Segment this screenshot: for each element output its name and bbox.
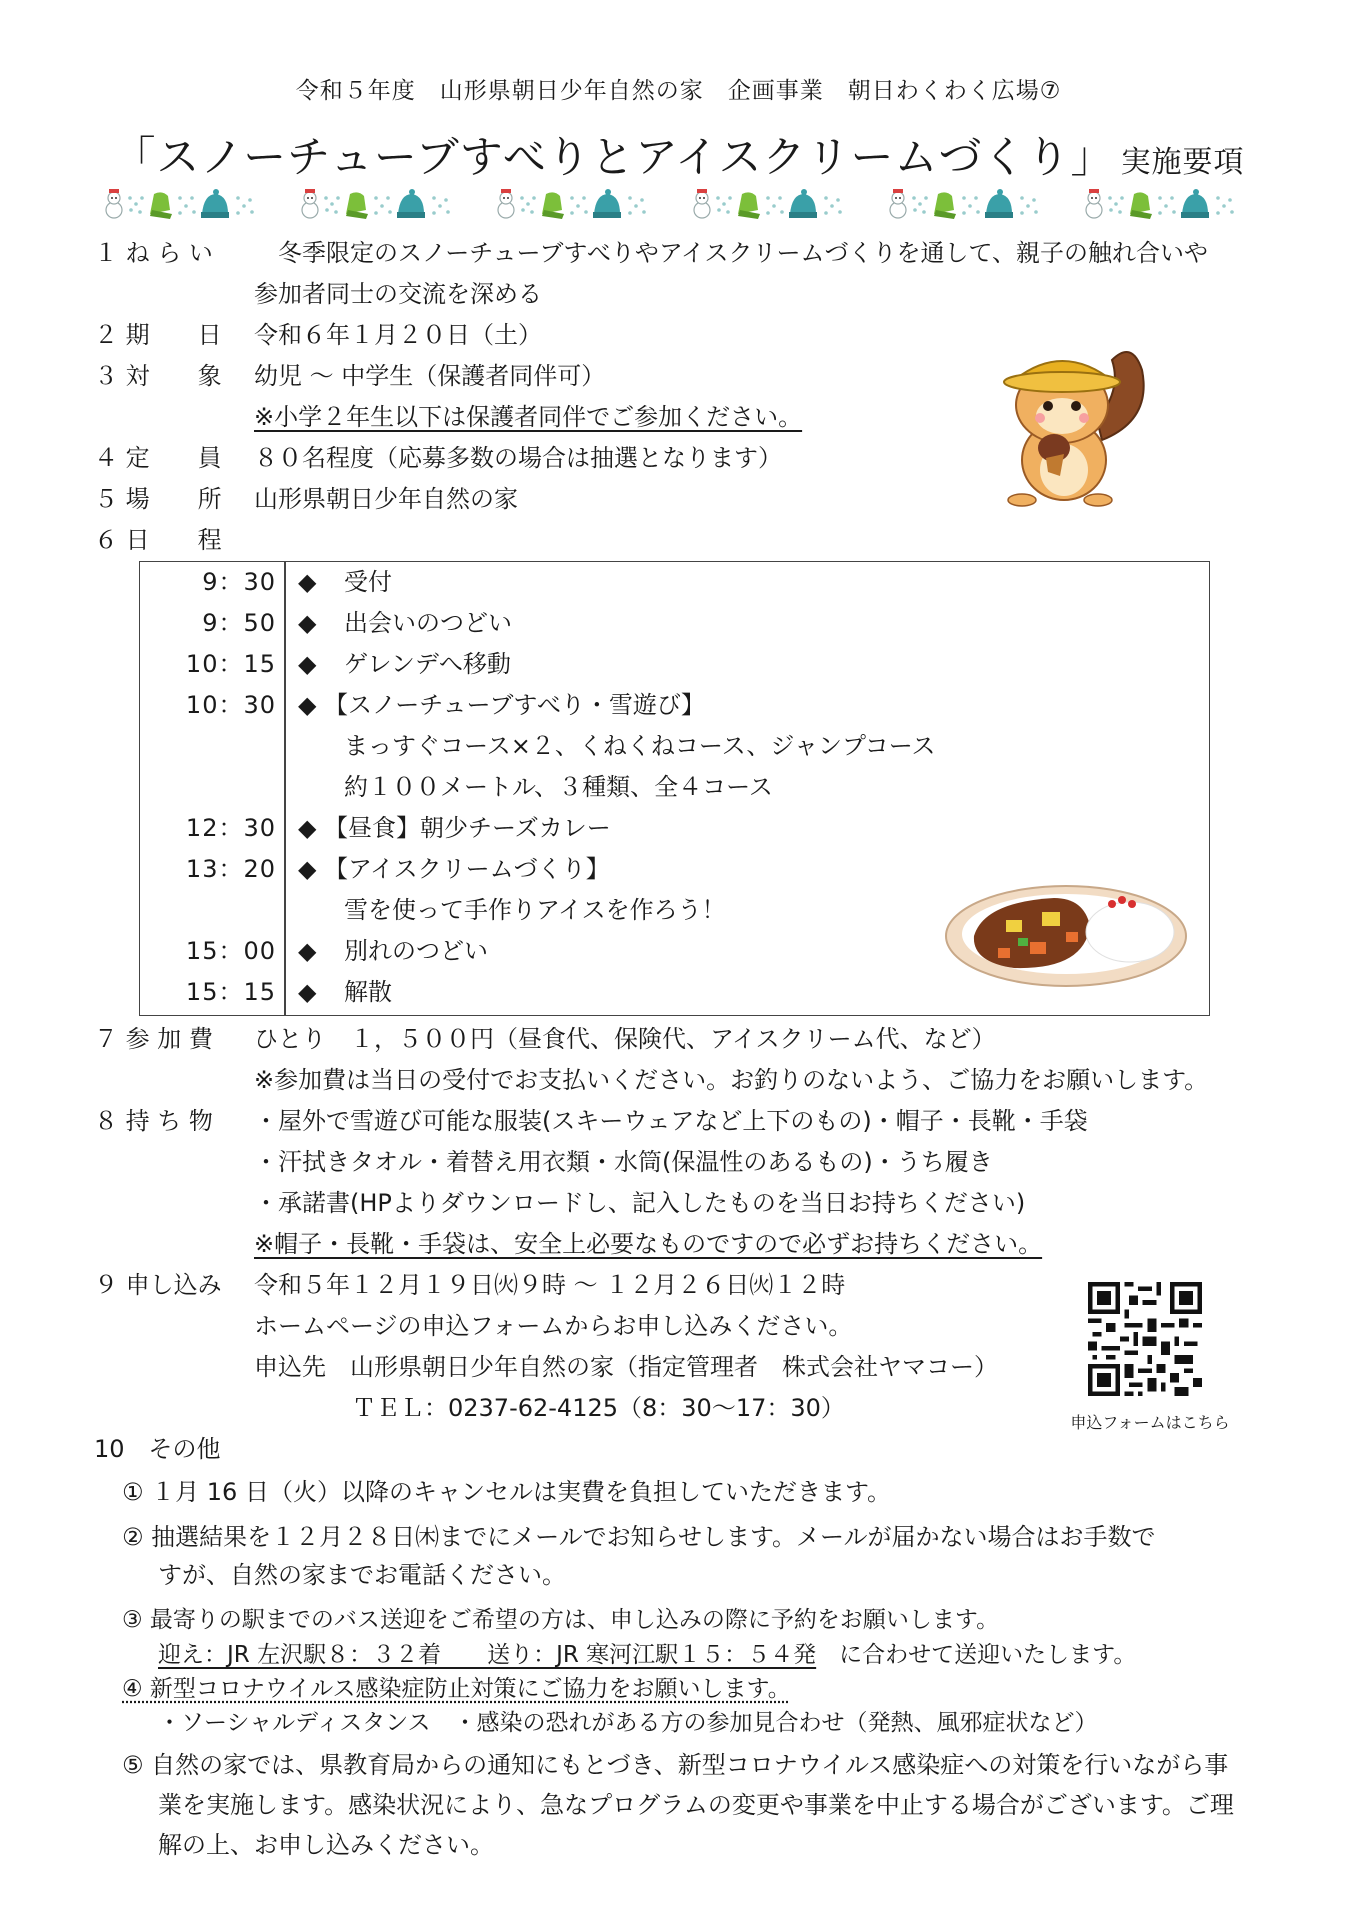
schedule-detail: まっすぐコース×２、くねくねコース、ジャンプコース [344,732,936,760]
diamond-bullet-icon: ◆ [298,609,317,637]
note-3-line1: ③ 最寄りの駅までのバス送迎をご希望の方は、申し込みの際に予約をお願いします。 [122,1607,1000,1633]
place-value: 山形県朝日少年自然の家 [254,485,518,513]
diamond-bullet-icon: ◆ [298,691,317,719]
schedule-activity: 【スノーチューブすべり・雪遊び】 [324,691,705,719]
section-place [94,484,518,514]
fee-label: ７ 参 加 費 [94,1025,213,1053]
apply-period: 令和５年１２月１９日㈫９時 ～ １２月２６日㈫１２時 [254,1271,846,1299]
place-label: ５ 場 所 [94,485,222,513]
schedule-activity: 別れのつどい [344,937,488,965]
schedule-time: 9：30 [202,568,276,596]
schedule-time: 10：15 [185,650,276,678]
schedule-activity: ゲレンデへ移動 [344,650,511,678]
diamond-bullet-icon: ◆ [298,814,317,842]
schedule-time: 12：30 [185,814,276,842]
schedule-detail: 雪を使って手作りアイスを作ろう！ [344,896,726,924]
diamond-bullet-icon: ◆ [298,568,317,596]
section-items [94,1106,1088,1136]
items-line: ・承諾書(HPよりダウンロードし、記入したものを当日お持ちください) [254,1189,1026,1217]
schedule-activity: 出会いのつどい [344,609,512,637]
snowman-icon [106,189,122,218]
curry-plate [944,876,1188,988]
schedule-row [140,562,1209,603]
apply-label: ９ 申し込み [94,1271,222,1299]
apply-tel: ＴＥＬ：0237-62-4125（8：30～17：30） [352,1394,845,1422]
schedule-row [140,644,1209,685]
section-other [94,1434,254,1464]
note-2-line2: すが、自然の家までお電話ください。 [158,1561,566,1589]
note-4-line1: ④ 新型コロナウイルス感染症防止対策にご協力をお願いします。 [122,1676,791,1702]
items-note: ※帽子・長靴・手袋は、安全上必要なものですので必ずお持ちください。 [254,1230,1043,1258]
qr-caption: 申込フォームはこちら [1070,1413,1230,1432]
other-label: 10 その他 [94,1435,221,1463]
schedule-time: 15：00 [185,937,276,965]
winter-decoration-border [104,186,1276,222]
diamond-bullet-icon: ◆ [298,937,317,965]
schedule-detail-row [140,767,1209,808]
schedule-detail-row [140,726,1209,767]
section-capacity [94,443,782,473]
note-5-line1: ⑤ 自然の家では、県教育局からの通知にもとづき、新型コロナウイルス感染症への対策を行いながら事 [122,1751,1229,1779]
apply-contact: 申込先 山形県朝日少年自然の家（指定管理者 株式会社ヤマコー） [254,1353,998,1381]
target-note: ※小学２年生以下は保護者同伴でご参加ください。 [254,403,803,431]
squirrel-mascot [1002,330,1152,510]
section-date [94,320,542,350]
target-label: ３ 対 象 [94,362,222,390]
event-subtitle: 令和５年度 山形県朝日少年自然の家 企画事業 朝日わくわく広場⑦ [295,78,1062,104]
bus-note: に合わせて送迎いたします。 [816,1642,1137,1668]
schedule-activity: 【昼食】朝少チーズカレー [324,814,611,842]
schedule-row [140,808,1209,849]
title-main: 「スノーチューブすべりとアイスクリームづくり」 [112,133,1115,183]
title-suffix: 実施要項 [1120,145,1245,180]
schedule-time: 10：30 [185,691,276,719]
fee-value: ひとり １，５００円（昼食代、保険代、アイスクリーム代、など） [254,1025,996,1053]
fee-note: ※参加費は当日の受付でお支払いください。お釣りのないよう、ご協力をお願いします。 [254,1066,1209,1094]
schedule-row [140,603,1209,644]
capacity-value: ８０名程度（応募多数の場合は抽選となります） [254,444,782,472]
schedule-time: 15：15 [185,978,276,1006]
apply-method: ホームページの申込フォームからお申し込みください。 [254,1312,853,1340]
schedule-detail: 約１００メートル、３種類、全４コース [344,773,773,801]
knit-hat-icon [201,189,229,218]
schedule-time: 9：50 [202,609,276,637]
section-schedule [94,525,254,555]
aim-label: １ ね ら い [94,239,213,267]
bus-times: 迎え：JR 左沢駅８：３２着 送り：JR 寒河江駅１５：５４発 [158,1642,817,1668]
capacity-label: ４ 定 員 [94,444,222,472]
date-value: 令和６年１月２０日（土） [254,321,542,349]
aim-text-line1: 冬季限定のスノーチューブすべりやアイスクリームづくりを通して、親子の触れ合いや [278,239,1208,267]
items-label: ８ 持 ち 物 [94,1107,213,1135]
date-label: ２ 期 日 [94,321,222,349]
section-apply [94,1270,846,1300]
mitten-icon [150,192,172,219]
target-value: 幼児 ～ 中学生（保護者同伴可） [254,362,606,390]
section-aim [94,238,1208,268]
schedule-activity: 解散 [344,978,392,1006]
schedule-activity: 受付 [344,568,392,596]
schedule-label: ６ 日 程 [94,526,222,554]
diamond-bullet-icon: ◆ [298,978,317,1006]
note-5-line2: 業を実施します。感染状況により、急なプログラムの変更や事業を中止する場合がございます。ご理 [158,1791,1234,1819]
items-line: ・汗拭きタオル・着替え用衣類・水筒(保温性のあるもの)・うち履き [254,1148,993,1176]
note-1: ① １月 16 日（火）以降のキャンセルは実費を負担していただきます。 [122,1478,892,1506]
schedule-activity: 【アイスクリームづくり】 [324,855,610,883]
note-2-line1: ② 抽選結果を１２月２８日㈭までにメールでお知らせします。メールが届かない場合はお手数で [122,1523,1156,1551]
qr-code[interactable] [1088,1282,1202,1396]
note-4-line2: ・ソーシャルディスタンス ・感染の恐れがある方の参加見合わせ（発熱、風邪症状など） [158,1710,1098,1736]
schedule-row [140,685,1209,726]
section-fee [94,1024,996,1054]
page-title [0,124,1357,185]
aim-text-line2: 参加者同士の交流を深める [254,280,542,308]
section-target [94,361,606,391]
note-5-line3: 解の上、お申し込みください。 [158,1831,494,1859]
items-line: ・屋外で雪遊び可能な服装(スキーウェアなど上下のもの)・帽子・長靴・手袋 [254,1107,1088,1135]
diamond-bullet-icon: ◆ [298,855,317,883]
diamond-bullet-icon: ◆ [298,650,317,678]
note-3-line2 [158,1640,1136,1670]
schedule-time: 13：20 [185,855,276,883]
